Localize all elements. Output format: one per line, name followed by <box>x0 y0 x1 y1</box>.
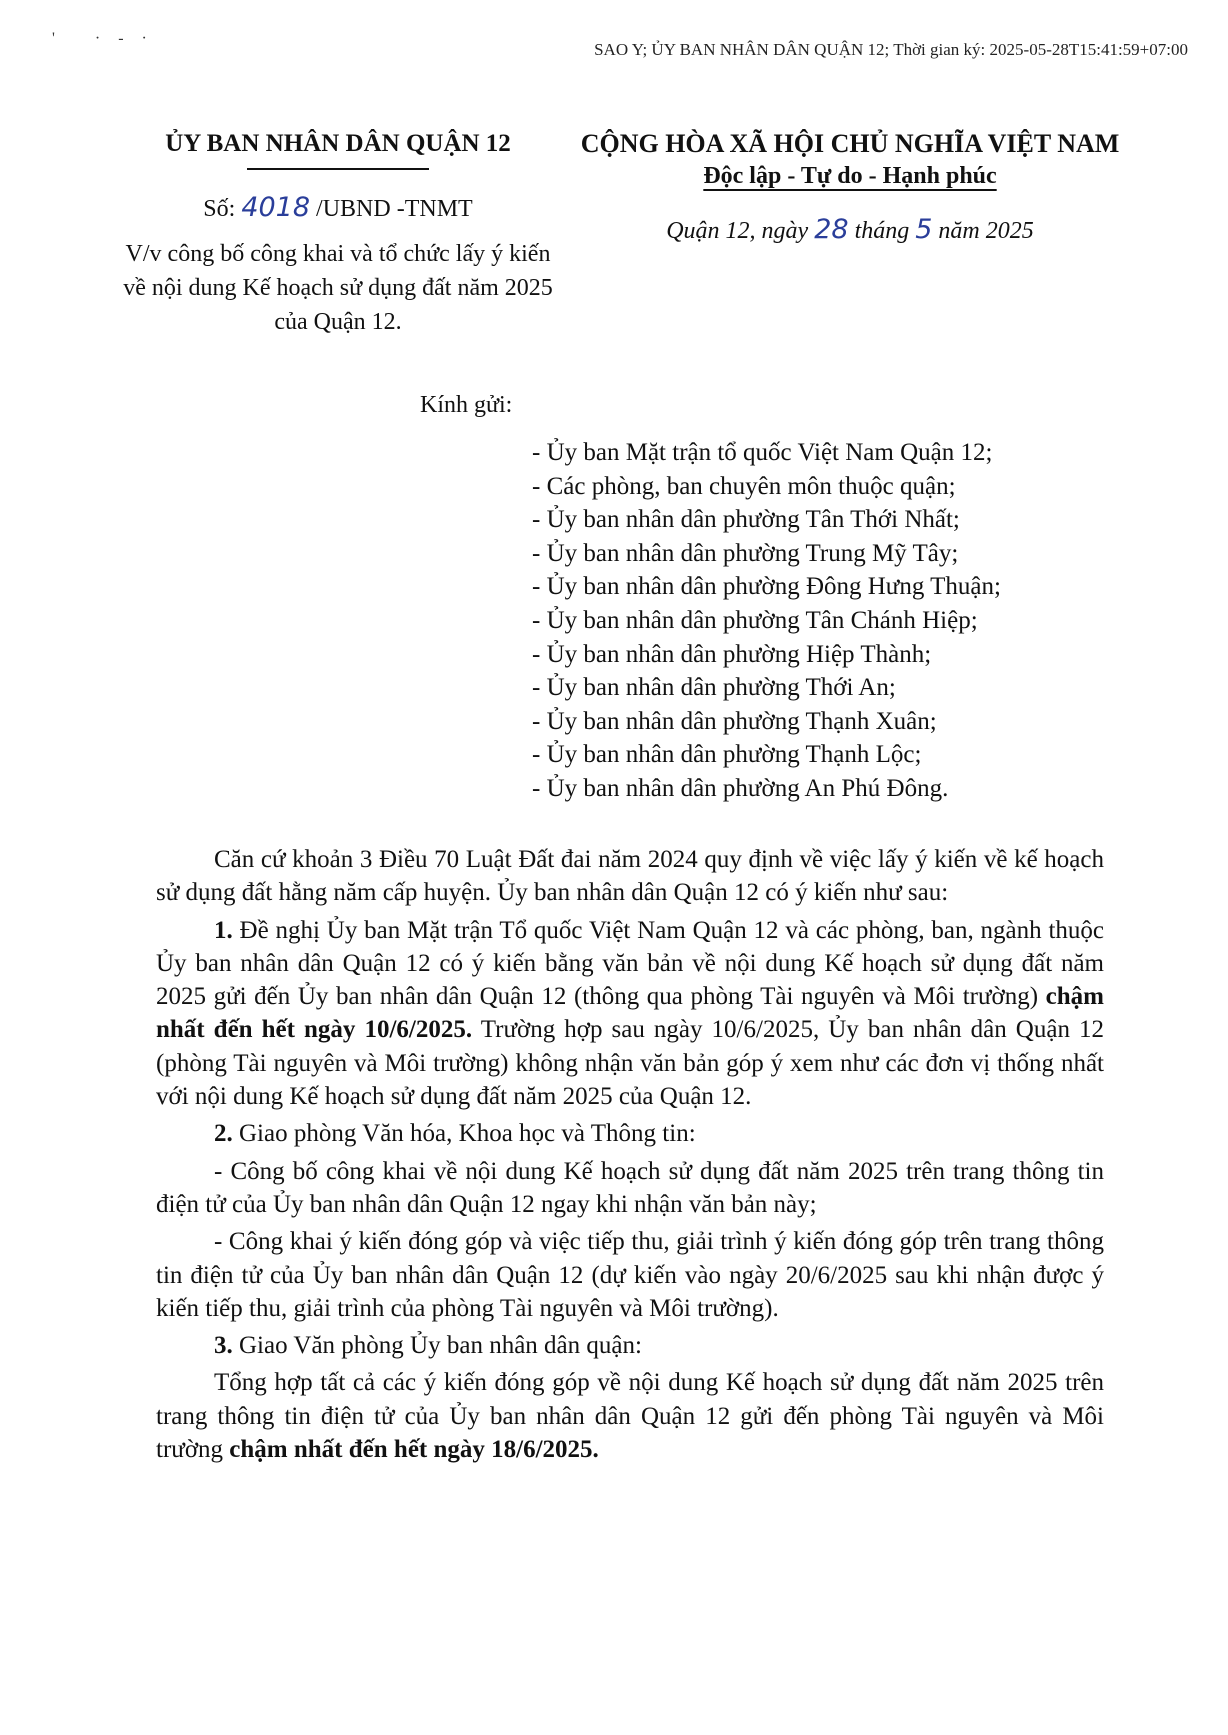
handwritten-month: 5 <box>915 214 933 245</box>
item-3-detail-paragraph: Tổng hợp tất cả các ý kiến đóng góp về nội dung Kế hoạch sử dụng đất năm 2025 trên trang thông tin điện tử của Ủy ban nhân dân Quận 12 gửi đến phòng Tài nguyên và Môi trường chậm nhất đến hết ngày 18/6/2025. <box>156 1369 1104 1464</box>
list-item: - Ủy ban nhân dân phường Tân Thới Nhất; <box>532 506 960 534</box>
scan-speck-marks: ' ·-· <box>52 30 165 47</box>
nation-title: CỘNG HÒA XÃ HỘI CHỦ NGHĨA VIỆT NAM <box>580 129 1120 158</box>
list-item: - Ủy ban nhân dân phường Hiệp Thành; <box>532 640 932 668</box>
number-suffix: /UBND -TNMT <box>316 196 473 222</box>
handwritten-number: 4018 <box>241 192 311 223</box>
list-item: - Ủy ban nhân dân phường Trung Mỹ Tây; <box>532 539 959 567</box>
list-item: - Các phòng, ban chuyên môn thuộc quận; <box>532 472 956 500</box>
org-underline <box>247 168 429 170</box>
org-name: ỦY BAN NHÂN DÂN QUẬN 12 <box>165 130 511 157</box>
list-item: - Ủy ban nhân dân phường Thạnh Xuân; <box>532 707 937 735</box>
greeting: Kính gửi: <box>420 392 513 418</box>
document-subject: V/v công bố công khai và tổ chức lấy ý kiến về nội dung Kế hoạch sử dụng đất năm 2025 của Quận 12. <box>123 241 553 335</box>
document-number <box>118 192 558 223</box>
item-2b-paragraph: - Công khai ý kiến đóng góp và việc tiếp thu, giải trình ý kiến đóng góp trên trang thông tin điện tử của Ủy ban nhân dân Quận 12 (dự kiến vào ngày 20/6/2025 sau khi nhận được ý kiến tiếp thu, giải trình của phòng Tài nguyên và Môi trường). <box>156 1228 1104 1322</box>
item-3-paragraph: 3. Giao Văn phòng Ủy ban nhân dân quận: <box>214 1332 642 1360</box>
national-motto: Độc lập - Tự do - Hạnh phúc <box>703 163 997 189</box>
document-body <box>156 843 1104 1466</box>
digital-signature-stamp: SAO Y; ỦY BAN NHÂN DÂN QUẬN 12; Thời gian ký: 2025-05-28T15:41:59+07:00 <box>594 40 1188 59</box>
document-date: Quận 12, ngày 28 tháng 5 năm 2025 <box>666 214 1034 245</box>
handwritten-day: 28 <box>814 214 849 245</box>
list-item: - Ủy ban Mặt trận tổ quốc Việt Nam Quận 12; <box>532 439 993 466</box>
number-prefix: Số: <box>203 196 236 222</box>
list-item: - Ủy ban nhân dân phường Đông Hưng Thuận; <box>532 573 1001 601</box>
header-left <box>118 128 558 339</box>
list-item: - Ủy ban nhân dân phường Thạnh Lộc; <box>532 741 922 769</box>
intro-paragraph: Căn cứ khoản 3 Điều 70 Luật Đất đai năm 2024 quy định về việc lấy ý kiến về kế hoạch sử dụng đất hằng năm cấp huyện. Ủy ban nhân dân Quận 12 có ý kiến như sau: <box>156 846 1104 907</box>
item-2a-paragraph: - Công bố công khai về nội dung Kế hoạch sử dụng đất năm 2025 trên trang thông tin điện tử của Ủy ban nhân dân Quận 12 ngay khi nhận văn bản này; <box>156 1157 1104 1218</box>
recipient-list <box>532 436 1001 806</box>
list-item: - Ủy ban nhân dân phường Tân Chánh Hiệp; <box>532 606 978 634</box>
item-1-paragraph: 1. Đề nghị Ủy ban Mặt trận Tổ quốc Việt Nam Quận 12 và các phòng, ban, ngành thuộc Ủy ban nhân dân Quận 12 có ý kiến bằng văn bản về nội dung Kế hoạch sử dụng đất năm 2025 gửi đến Ủy ban nhân dân Quận 12 (thông qua phòng Tài nguyên và Môi trường) chậm nhất đến hết ngày 10/6/2025. Trường hợp sau ngày 10/6/2025, Ủy ban nhân dân Quận 12 (phòng Tài nguyên và Môi trường) không nhận văn bản góp ý xem như các đơn vị thống nhất với nội dung Kế hoạch sử dụng đất năm 2025 của Quận 12. <box>156 916 1104 1111</box>
list-item: - Ủy ban nhân dân phường Thới An; <box>532 674 896 702</box>
list-item: - Ủy ban nhân dân phường An Phú Đông. <box>532 774 949 802</box>
item-2-paragraph: 2. Giao phòng Văn hóa, Khoa học và Thông tin: <box>214 1120 696 1148</box>
header-right <box>540 128 1160 245</box>
